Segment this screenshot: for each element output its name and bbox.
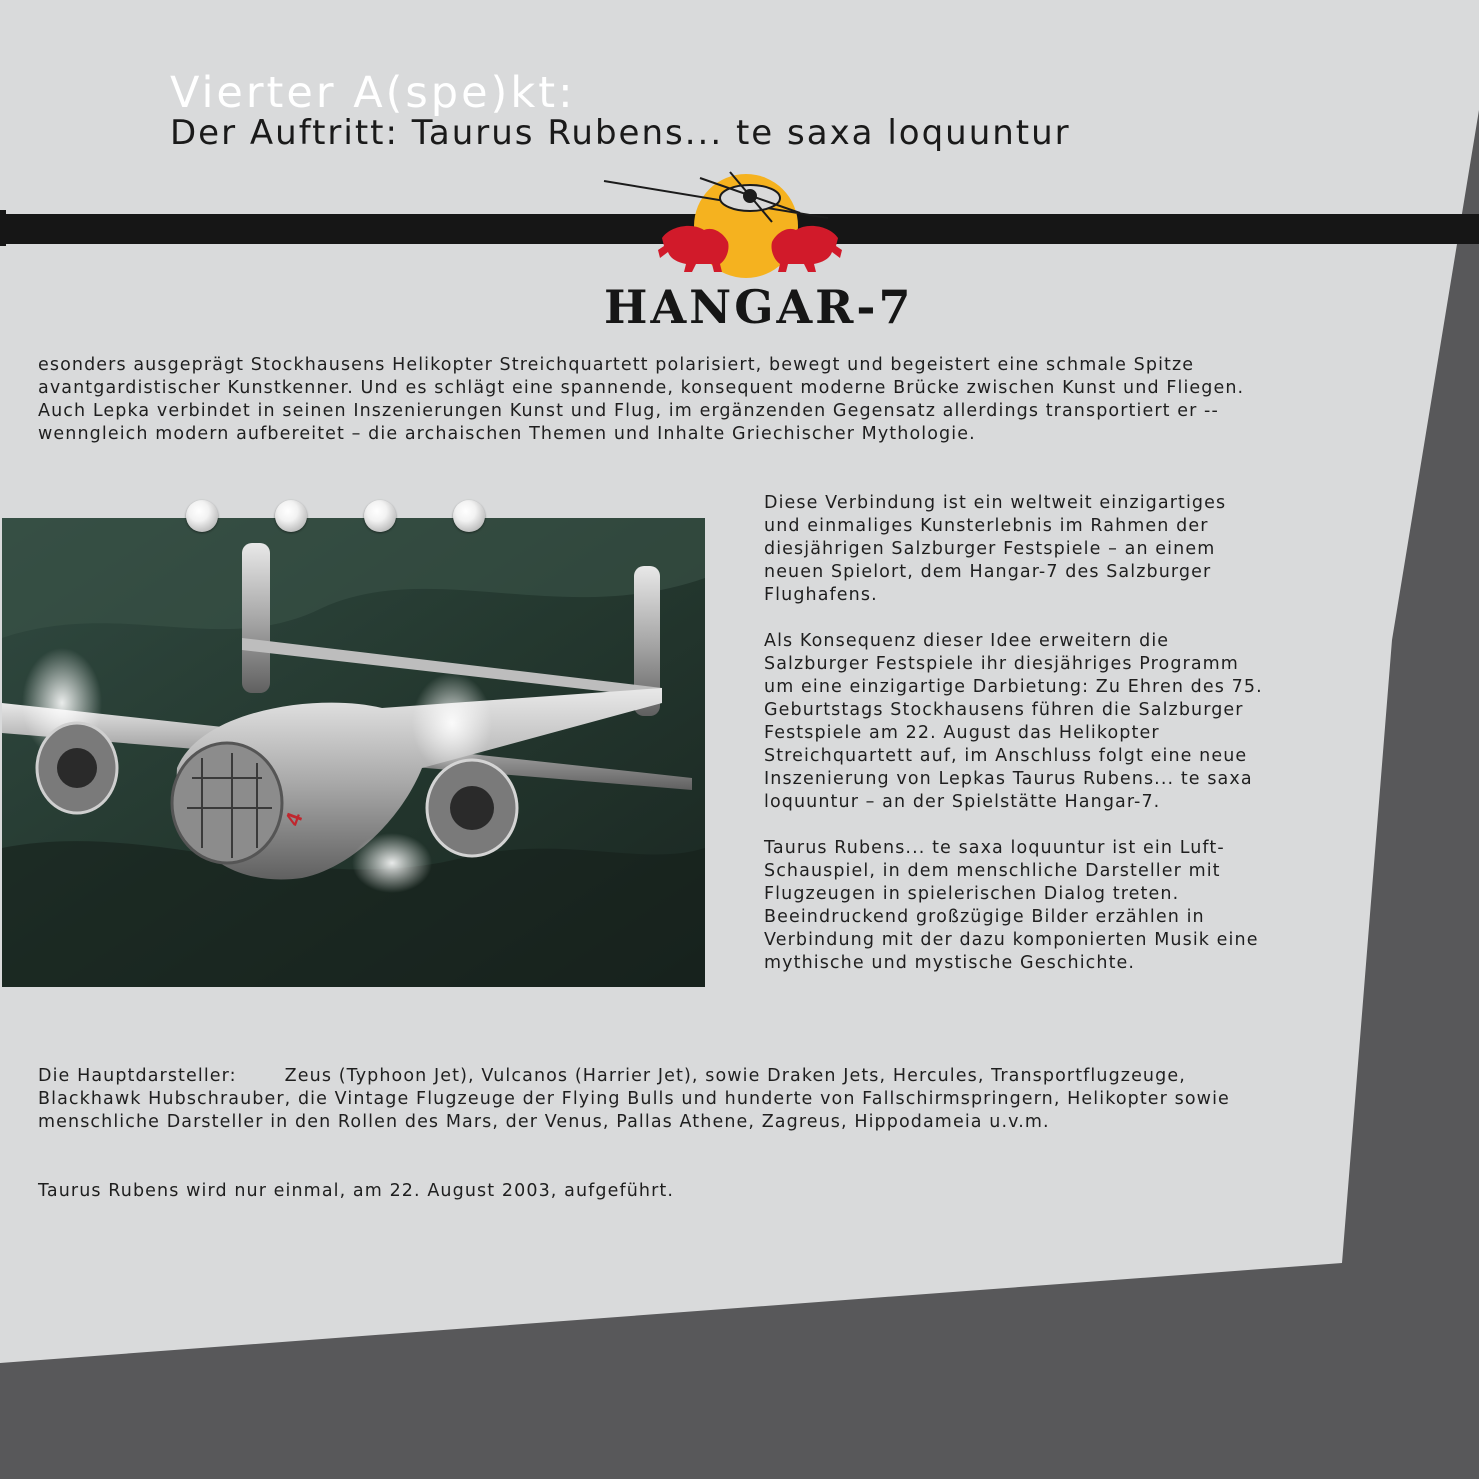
header-bar-cap: [0, 210, 6, 246]
svg-text:4: 4: [279, 809, 308, 830]
photo-nav-dots: [186, 500, 496, 534]
right-paragraph-2: Als Konsequenz dieser Idee erweitern die Salzburger Festspiele ihr diesjähriges Programm um eine einzigartige Darbietung: Zu Ehren des 75. Geburtstags Stockhausens führen die Salzburger Festspiele am 22. August das Helikopter Streichquartett auf, im Anschluss folgt eine neue Inszenierung von Lepkas Taurus Rubens... te saxa loquuntur – an der Spielstätte Hangar-7.: [764, 631, 1263, 812]
nav-dot-4[interactable]: [453, 500, 485, 532]
bull-right-icon: [771, 226, 842, 272]
right-column: [764, 492, 1269, 998]
bull-left-icon: [658, 226, 729, 272]
cast-paragraph: [38, 1065, 1268, 1134]
nav-dot-1[interactable]: [186, 500, 218, 532]
red-bull-hangar7-logo: [600, 168, 850, 278]
b25-bomber-photo: [2, 518, 705, 987]
right-paragraph-3: Taurus Rubens... te saxa loquuntur ist ein Luft-Schauspiel, in dem menschliche Darsteller mit Flugzeugen in spielerischen Dialog treten. Beeindruckend großzügige Bilder erzählen in Verbindung mit der dazu komponierten Musik eine mythische und mystische Geschichte.: [764, 838, 1259, 973]
page-subtitle: Der Auftritt: Taurus Rubens... te saxa loquuntur: [170, 113, 1071, 153]
intro-paragraph: esonders ausgeprägt Stockhausens Helikopter Streichquartett polarisiert, bewegt und begeistert eine schmale Spitze avantgardistischer Kunstkenner. Und es schlägt eine spannende, konsequent moderne Brücke zwischen Kunst und Fliegen. Auch Lepka verbindet in seinen Inszenierungen Kunst und Flug, im ergänzenden Gegensatz allerdings transportiert er -- wenngleich modern aufbereitet – die archaischen Themen und Inhalte Griechischer Mythologie.: [38, 355, 1245, 444]
nav-dot-3[interactable]: [364, 500, 396, 532]
page-title: Vierter A(spe)kt:: [170, 68, 576, 118]
cast-text: Zeus (Typhoon Jet), Vulcanos (Harrier Jet), sowie Draken Jets, Hercules, Transportflugzeuge, Blackhawk Hubschrauber, die Vintage Flugzeuge der Flying Bulls und hunderte von Fallschirmspringern, Helikopter sowie menschliche Darsteller in den Rollen des Mars, der Venus, Pallas Athene, Zagreus, Hippodameia u.v.m.: [38, 1066, 1230, 1132]
performance-note: Taurus Rubens wird nur einmal, am 22. August 2003, aufgeführt.: [38, 1181, 675, 1201]
nav-dot-2[interactable]: [275, 500, 307, 532]
hangar7-wordmark: HANGAR-7: [604, 280, 914, 334]
cast-label: Die Hauptdarsteller:: [38, 1066, 237, 1086]
right-paragraph-1: Diese Verbindung ist ein weltweit einzigartiges und einmaliges Kunsterlebnis im Rahmen der diesjährigen Salzburger Festspiele – an einem neuen Spielort, dem Hangar-7 des Salzburger Flughafens.: [764, 493, 1227, 605]
